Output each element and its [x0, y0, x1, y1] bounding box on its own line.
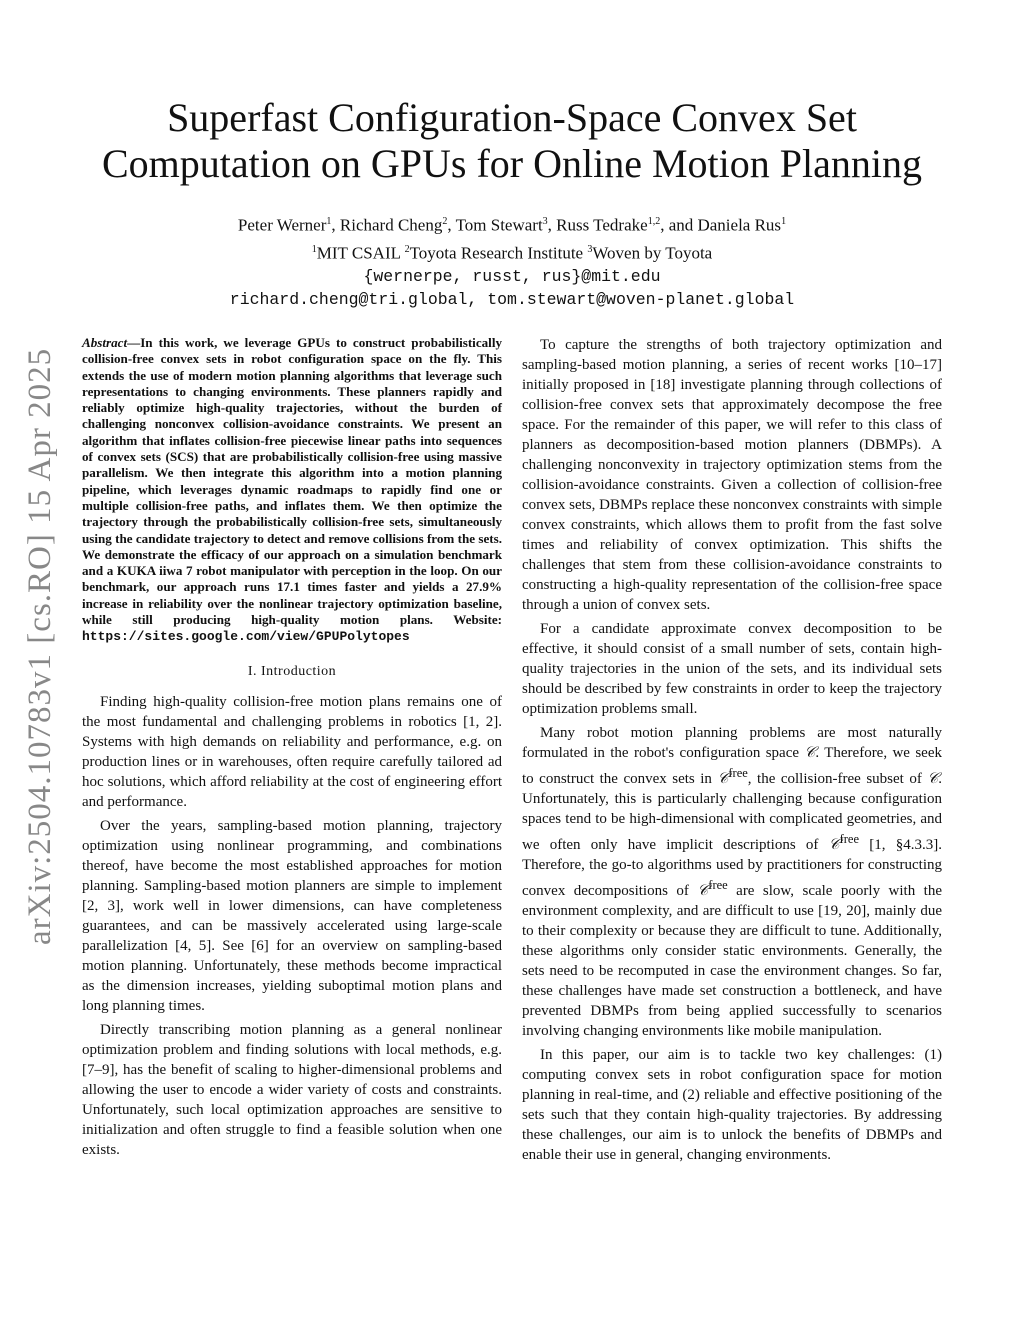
email-line-1: {wernerpe, russt, rus}@mit.edu [363, 267, 661, 287]
author-affiliation-mark: 1 [326, 216, 332, 227]
paragraph: Directly transcribing motion planning as a general nonlinear optimization problem and finding solutions with local methods, e.g. [7–9], has the benefit of scaling to higher-dimensional problems and allowing the user to encode a wider variety of costs and constraints. Unfortunately, such local optimization approaches are sensitive to initialization and often struggle to find a feasible solution when one exists. [82, 1021, 502, 1158]
affiliation: MIT CSAIL [316, 243, 405, 263]
affiliation-list: $^1$MIT CSAIL $^2$Toyota Research Institute $^3$Woven by Toyota [311, 243, 713, 263]
config-space-symbol: 𝒞 [804, 745, 816, 761]
author-name: Peter Werner [237, 215, 327, 235]
paragraph: In this paper, our aim is to tackle two key challenges: (1) computing convex sets in robot configuration space for motion planning in real-time, and (2) reliable and effective positioning of the sets such that they contain high-quality trajectories. By addressing these challenges, our aim is to unlock the benefits of DBMPs and enable their use in general, changing environments. [522, 1047, 942, 1163]
affiliation: Toyota Research Institute [409, 243, 588, 263]
abstract-body: In this work, we leverage GPUs to construct probabilistically collision-free convex sets in robot configuration space on the fly. This extends the use of modern motion planning algorithms that leverage such representations to changing environments. These planners rapidly and reliably optimize high-quality trajectories, without the burden of challenging nonconvex collision-avoidance constraints. We present an algorithm that inflates collision-free piecewise linear paths into sequences of convex sets (SCS) that are probabilistically collision-free using massive parallelism. We then integrate this algorithm into a motion planning pipeline, which leverages dynamic roadmaps to rapidly find one or multiple collision-free paths, and inflates them. We then optimize the trajectory through the probabilistically collision-free sets, simultaneously using the candidate trajectory to detect and remove collisions from the sets. We demonstrate the efficacy of our approach on a simulation benchmark and a KUKA iiwa 7 robot manipulator with perception in the loop. On our benchmark, our approach runs 17.1 times faster and yields a 27.9% increase in reliability over the nonlinear trajectory optimization baseline, while still producing high-quality motion plans. Website: [82, 335, 502, 628]
author-affiliation-mark: 3 [542, 216, 548, 227]
config-space-symbol: 𝒞 [697, 883, 709, 899]
author-affiliation-mark: 2 [442, 216, 448, 227]
paragraph: Many robot motion planning problems are most naturally formulated in the robot's configuration space 𝒞. Therefore, we seek to construct the convex sets in 𝒞$^{free}$, the collision-free subset of 𝒞. Unfortunately, this is particularly challenging because configuration spaces tend to be high-dimensional with complicated geometries, and we often only have implicit descriptions of 𝒞$^{free}$ [1, §4.3.3]. Therefore, the go-to algorithms used by practitioners for constructing convex decompositions of 𝒞$^{free}$ are slow, scale poorly with the environment complexity, and are difficult to use [19, 20], mainly due to their complexity or because they are difficult to tune. Additionally, these algorithms only consider static environments. Generally, the sets need to be recomputed in case the environment changes. So far, these challenges have made set construction a bottleneck, and have prevented DBMPs from being applied successfully to scenarios involving changing environments like mobile manipulation. [522, 725, 942, 1039]
abstract-label: Abstract [82, 335, 128, 350]
author-name: Daniela Rus [697, 215, 782, 235]
title-line-2: Computation on GPUs for Online Motion Planning [102, 141, 922, 186]
author-name: Richard Cheng [339, 215, 443, 235]
paragraph: Over the years, sampling-based motion planning, trajectory optimization using nonlinear programming, and combinations thereof, have become the most established approaches for motion planning. Sampling-based motion planners are simple to implement [2, 3], work well in lower dimensions, can have completeness guarantees, and can be massively accelerated using large-scale parallelization [4, 5]. See [6] for an overview on sampling-based motion planning. Unfortunately, these methods become impractical as the dimension increases, yielding suboptimal motion plans and long planning times. [82, 817, 502, 1014]
author-name: Tom Stewart [455, 215, 543, 235]
paragraph: For a candidate approximate convex decomposition to be effective, it should consist of a small number of sets, contain high-quality trajectories in the union of the sets, and its individual sets should be described by few constraints in order to keep the trajectory optimization problems small. [522, 621, 942, 717]
affiliation: Woven by Toyota [592, 243, 713, 263]
arxiv-identifier-stamp: arXiv:2504.10783v1 [cs.RO] 15 Apr 2025 [22, 347, 58, 945]
paper-title [60, 95, 964, 187]
author-affiliation-mark: 1 [781, 216, 787, 227]
author-affiliation-mark: 1,2 [647, 216, 661, 227]
left-column [82, 335, 502, 1164]
paragraph: Finding high-quality collision-free motion plans remains one of the most fundamental and challenging problems in robotics [1, 2]. Systems with high demands on reliability and performance, e.g. on production lines or in warehouses, often require carefully tailored ad hoc solutions, which afford reliability at the cost of engineering effort and performance. [82, 693, 502, 810]
abstract: Abstract—In this work, we leverage GPUs to construct probabilistically collision-free convex sets in robot configuration space on the fly. This extends the use of modern motion planning algorithms that leverage such representations to changing environments. These planners rapidly and reliably optimize high-quality trajectories, without the burden of challenging nonconvex collision-avoidance constraints. We present an algorithm that inflates collision-free piecewise linear paths into sequences of convex sets (SCS) that are probabilistically collision-free using massive parallelism. We then integrate this algorithm into a motion planning pipeline, which leverages dynamic roadmaps to rapidly find one or multiple collision-free paths, and inflates them. We then optimize the trajectory through the probabilistically collision-free sets, simultaneously using the candidate trajectory to detect and remove collisions from the sets. We demonstrate the efficacy of our approach on a simulation benchmark and a KUKA iiwa 7 robot manipulator with perception in the loop. On our benchmark, our approach runs 17.1 times faster and yields a 27.9% increase in reliability over the nonlinear trajectory optimization baseline, while still producing high-quality motion plans. Website: https://sites.google.com/view/GPUPolytopes [82, 335, 502, 645]
config-space-symbol: 𝒞 [717, 771, 729, 787]
author-list: Peter Werner$^1$, Richard Cheng$^2$, Tom Stewart$^3$, Russ Tedrake$^{1,2}$, and Daniela Rus$^1$ [237, 215, 787, 235]
title-line-1: Superfast Configuration-Space Convex Set [167, 95, 857, 140]
author-block [80, 210, 944, 311]
config-space-symbol: 𝒞 [927, 771, 939, 787]
website-link[interactable]: https://sites.google.com/view/GPUPolytopes [82, 629, 410, 645]
config-space-symbol: 𝒞 [828, 837, 840, 853]
author-name: Russ Tedrake [556, 215, 648, 235]
right-column [522, 335, 942, 1169]
paragraph: To capture the strengths of both trajectory optimization and sampling-based motion planning, a series of recent works [10–17] initially proposed in [18] investigate planning through collections of collision-free convex sets that approximately decompose the free space. For the remainder of this paper, we will refer to this class of planners as decomposition-based motion planners (DBMPs). A challenging nonconvexity in trajectory optimization stems from the collision-avoidance constraints. Given a collection of collision-free convex sets, DBMPs replace these nonconvex constraints with simple convex constraints, which allows them to profit from the fast solve times and reliability of convex optimization. This shifts the challenges that stem from these collision-avoidance constraints to constructing a high-quality representation of the collision-free space through a union of convex sets. [522, 337, 942, 613]
email-line-2: richard.cheng@tri.global, tom.stewart@woven-planet.global [229, 290, 795, 310]
section-heading-introduction: I. Introduction [247, 663, 337, 679]
